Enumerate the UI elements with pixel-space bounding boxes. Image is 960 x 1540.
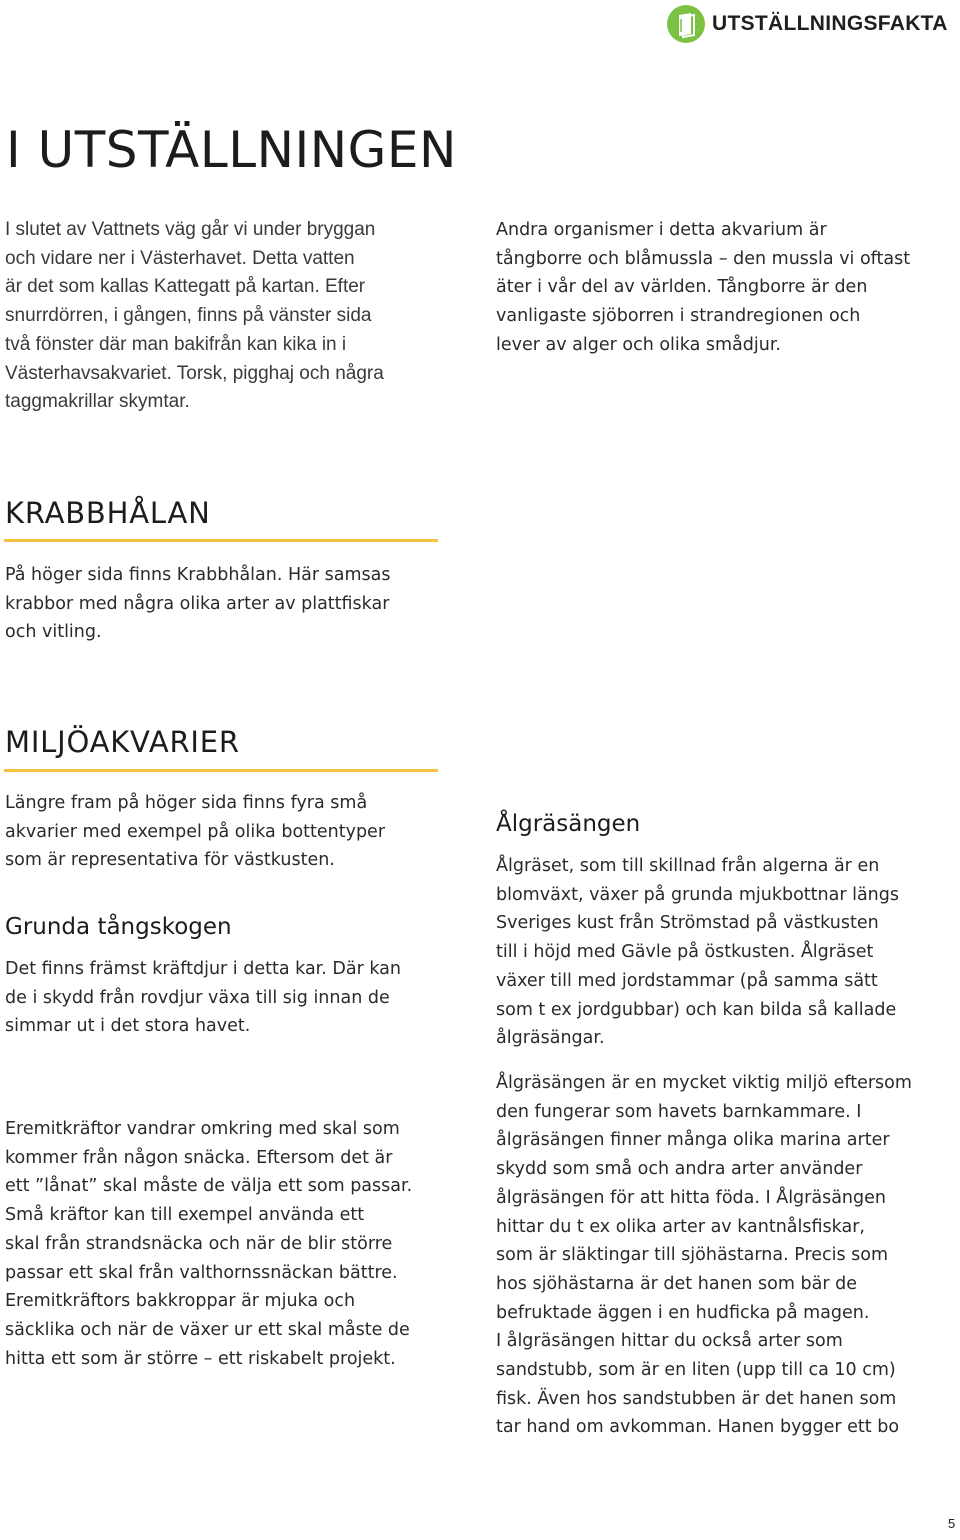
grunda-tangskogen-text: Det finns främst kräftdjur i detta kar. Där kan de i skydd från rovdjur växa till sig innan de simmar ut i det stora havet. <box>5 959 401 1037</box>
intro-right-text: Andra organismer i detta akvarium är tångborre och blåmussla – den mussla vi oftast äter i vår del av världen. Tångborre är den vanligaste sjöborren i strandregionen och lever av alger och olika smådjur. <box>496 220 911 355</box>
krabbhalan-heading: KRABBHÅLAN <box>5 496 211 530</box>
krabbhalan-text: På höger sida finns Krabbhålan. Här samsas krabbor med några olika arter av plattfiskar och vitling. <box>5 565 391 643</box>
logo-text: UTSTÄLLNINGSFAKTA <box>712 12 948 35</box>
intro-left-text: I slutet av Vattnets väg går vi under bryggan och vidare ner i Västerhavet. Detta vatten är det som kallas Kattegatt på kartan. Efter snurrdörren, i gången, finns på vänster sida två fönster där man bakifrån kan kika in i Västerhavsakvariet. Torsk, pigghaj och några taggmakrillar skymtar. <box>5 219 384 413</box>
book-icon <box>666 4 706 44</box>
page-title: I UTSTÄLLNINGEN <box>6 121 457 179</box>
krabbhalan-divider <box>4 539 438 542</box>
page-number: 5 <box>948 1516 956 1531</box>
algrasangen-heading: Ålgräsängen <box>496 811 641 837</box>
algrasangen-text-2: Ålgräsängen är en mycket viktig miljö eftersom den fungerar som havets barnkammare. I ålgräsängen finner många olika marina arter skydd som små och andra arter använder ålgräsängen för att hitta föda. I Ålgräsängen hittar du t ex olika arter av kantnålsfiskar, som är släktingar till sjöhästarna. Precis som hos sjöhästarna är det hanen som bär de befruktade äggen i en hudficka på magen. I ålgräsängen hittar du också arter som sandstubb, som är en liten (upp till ca 10 cm) fisk. Även hos sandstubben är det hanen som tar hand om avkomman. Hanen bygger ett bo <box>496 1073 912 1438</box>
miljoakvarier-text: Längre fram på höger sida finns fyra små akvarier med exempel på olika bottentyper som är representativa för västkusten. <box>5 793 386 871</box>
eremitkraftor-text: Eremitkräftor vandrar omkring med skal som kommer från någon snäcka. Eftersom det är ett ”lånat” skal måste de välja ett som passar. Små kräftor kan till exempel använda ett skal från strandsnäcka och när de blir större passar ett skal från valthornssnäckan bättre. Eremitkräftors bakkroppar är mjuka och säcklika och när de växer ur ett skal måste de hitta ett som är större – ett riskabelt projekt. <box>5 1119 413 1369</box>
miljoakvarier-heading: MILJÖAKVARIER <box>5 725 240 759</box>
utstallningsfakta-logo <box>666 2 958 46</box>
miljoakvarier-divider <box>4 769 438 772</box>
grunda-tangskogen-heading: Grunda tångskogen <box>5 914 232 940</box>
algrasangen-text-1: Ålgräset, som till skillnad från algerna är en blomväxt, växer på grunda mjukbottnar längs Sveriges kust från Strömstad på västkusten till i höjd med Gävle på östkusten. Ålgräset växer till med jordstammar (på samma sätt som t ex jordgubbar) och kan bilda så kallade ålgräsängar. <box>496 856 899 1049</box>
